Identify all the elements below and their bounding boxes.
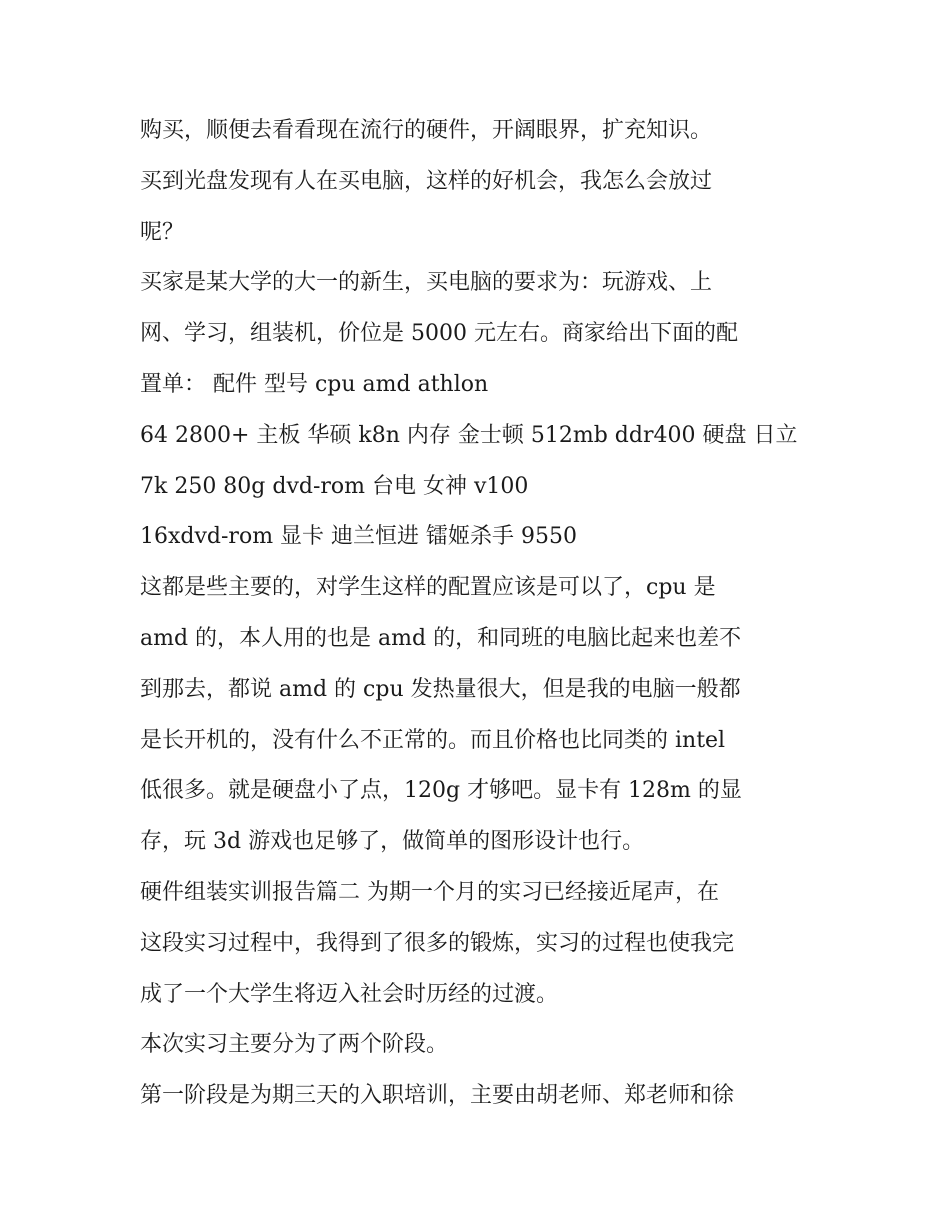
text-line: 呢？	[140, 219, 185, 245]
text-line: amd 的，本人用的也是 amd 的，和同班的电脑比起来也差不	[140, 625, 742, 651]
document-body	[140, 106, 830, 1122]
text-line: 本次实习主要分为了两个阶段。	[140, 1032, 449, 1058]
text-line: 买到光盘发现有人在买电脑，这样的好机会，我怎么会放过	[140, 168, 713, 194]
text-line: 买家是某大学的大一的新生，买电脑的要求为：玩游戏、上	[140, 270, 713, 296]
text-line: 购买，顺便去看看现在流行的硬件，开阔眼界，扩充知识。	[140, 118, 713, 143]
text-line: 16xdvd-rom 显卡 迪兰恒进 镭姬杀手 9550	[140, 524, 578, 550]
text-line: 7k 250 80g dvd-rom 台电 女神 v100	[140, 473, 529, 499]
text-line: 硬件组装实训报告篇二 为期一个月的实习已经接近尾声，在	[140, 879, 719, 905]
text-line: 低很多。就是硬盘小了点，120g 才够吧。显卡有 128m 的显	[140, 778, 742, 804]
text-line: 到那去，都说 amd 的 cpu 发热量很大，但是我的电脑一般都	[140, 676, 741, 702]
text-line: 存，玩 3d 游戏也足够了，做简单的图形设计也行。	[140, 829, 645, 855]
text-line: 成了一个大学生将迈入社会时历经的过渡。	[140, 981, 559, 1007]
text-line: 64 2800+ 主板 华硕 k8n 内存 金士顿 512mb ddr400 硬盘 日立	[140, 422, 798, 448]
text-line: 这段实习过程中，我得到了很多的锻炼，实习的过程也使我完	[140, 930, 735, 956]
text-line: 第一阶段是为期三天的入职培训，主要由胡老师、郑老师和徐	[140, 1083, 735, 1109]
text-line: 是长开机的，没有什么不正常的。而且价格也比同类的 intel	[140, 727, 726, 753]
text-line: 这都是些主要的，对学生这样的配置应该是可以了，cpu 是	[140, 575, 716, 601]
text-line: 网、学习，组装机，价位是 5000 元左右。商家给出下面的配	[140, 321, 738, 347]
text-line: 置单： 配件 型号 cpu amd athlon	[140, 371, 489, 397]
